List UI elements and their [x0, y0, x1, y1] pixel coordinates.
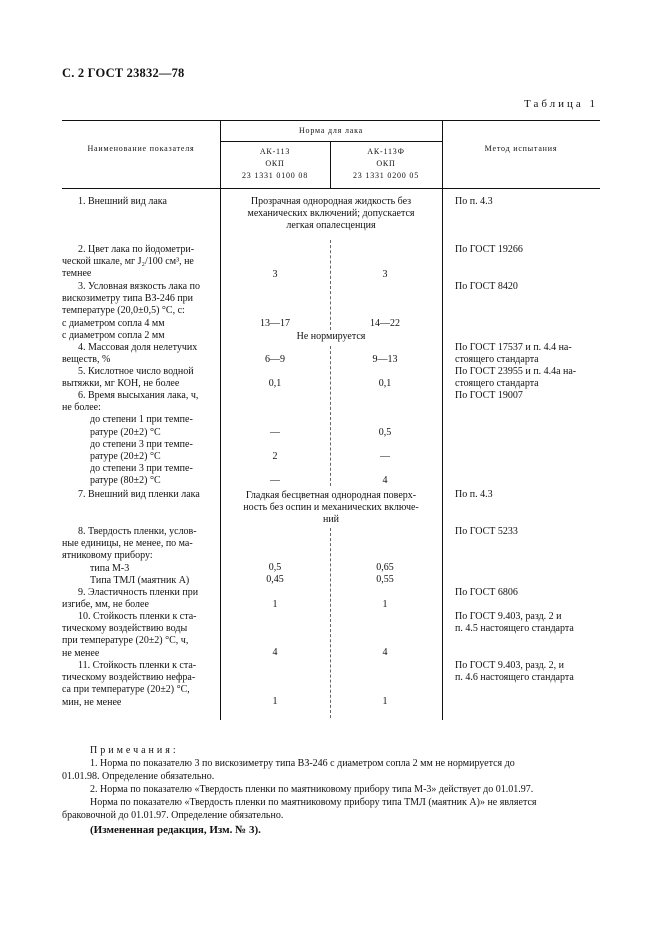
col-ak113f-header [330, 146, 442, 182]
note-1: 1. Норма по показателю 3 по вискозиметру типа ВЗ-246 с диаметром сопла 2 мм не нормируется до [90, 758, 515, 769]
row11-name-line: са при температуре (20±2) °С, [62, 684, 190, 696]
row10-ak113f-value: 4 [382, 647, 388, 658]
row3-name [62, 281, 200, 342]
row5-method-line: стоящего стандарта [455, 378, 539, 390]
row5-ak113f-value: 0,1 [378, 378, 392, 389]
row6-name-line: до степени 1 при темпе- [90, 414, 193, 426]
header-bottom-rule [62, 188, 600, 189]
row5-method [455, 366, 576, 390]
row1-merged-line: Прозрачная однородная жидкость без [250, 196, 412, 207]
row11-method [455, 660, 574, 684]
row6-name-line: ратуре (80±2) °С [90, 475, 161, 487]
row2-ak113-value: 3 [272, 269, 278, 280]
column-rule-right [442, 120, 443, 720]
row5-name [62, 366, 194, 390]
row4-method-line: По ГОСТ 17537 и п. 4.4 на- [455, 342, 572, 353]
value-divider-2 [330, 346, 331, 486]
row3-name-line: 3. Условная вязкость лака по [78, 281, 200, 292]
note-3: Норма по показателю «Твердость пленки по маятниковому прибору типа ТМЛ (маятник А)» не является [90, 797, 537, 808]
row8-name-line: типа М-3 [90, 562, 130, 574]
row4-name-line: 4. Массовая доля нелетучих [78, 342, 198, 353]
row8-tml-ak113: 0,45 [266, 574, 284, 585]
row10-method-line: По ГОСТ 9.403, разд. 2 и [455, 611, 562, 622]
col-norm-header: Норма для лака [298, 126, 364, 135]
row4-method [455, 342, 572, 366]
ak113f-name: АК-113Ф [367, 147, 405, 156]
row6-method: По ГОСТ 19007 [455, 390, 523, 401]
row6-deg3-20-ak113f: — [380, 451, 390, 462]
row8-m3-ak113f: 0,65 [376, 562, 394, 573]
row10-name [62, 611, 197, 660]
row4-name-line: веществ, % [62, 354, 111, 366]
note-2: 2. Норма по показателю «Твердость пленки по маятниковому прибору типа М-3» действует до 01.01.97. [90, 784, 534, 795]
row8-method: По ГОСТ 5233 [455, 526, 518, 537]
row8-name-line: 8. Твердость пленки, услов- [78, 526, 197, 537]
row7-merged-value [220, 490, 442, 527]
row11-method-line: п. 4.6 настоящего стандарта [455, 672, 574, 684]
row3-merged-value: Не нормируется [296, 331, 366, 342]
row2-name [62, 244, 194, 281]
row6-deg1-ak113: — [270, 427, 280, 438]
row3-name-line: вискозиметру типа ВЗ-246 при [62, 293, 194, 305]
page-header: С. 2 ГОСТ 23832—78 [62, 66, 185, 80]
row10-method [455, 611, 574, 635]
row11-ak113-value: 1 [272, 696, 278, 707]
row3-name-line: с диаметром сопла 4 мм [62, 317, 165, 329]
notes-title: Примечания: [90, 745, 179, 756]
row10-name-line: 10. Стойкость пленки к ста- [78, 611, 197, 622]
row3-name-line: с диаметром сопла 2 мм [62, 329, 165, 341]
ak113-code: 23 1331 0100 08 [242, 171, 308, 180]
row7-merged-line: ность без оспин и механических включе- [243, 502, 419, 514]
row5-name-line: вытяжки, мг КОН, не более [62, 378, 180, 390]
row9-name-line: 9. Эластичность пленки при [78, 587, 199, 598]
row6-name-line: ратуре (20±2) °С [90, 451, 161, 463]
row7-name: 7. Внешний вид пленки лака [78, 489, 200, 500]
row8-name [62, 526, 197, 587]
row10-name-line: при температуре (20±2) °С, ч, [62, 635, 189, 647]
row1-method: По п. 4.3 [455, 196, 493, 207]
notes-block [62, 744, 602, 837]
row11-name [62, 660, 196, 709]
row7-merged-line: ний [322, 514, 340, 526]
row6-name-line: ратуре (20±2) °С [90, 426, 161, 438]
row8-name-line: ные единицы, не менее, по ма- [62, 538, 193, 550]
row1-merged-line: легкая опалесценция [286, 220, 376, 232]
row3-ak113f-value: 14—22 [370, 318, 400, 329]
row6-name-line: до степени 3 при темпе- [90, 463, 193, 475]
note-1-cont: 01.01.98. Определение обязательно. [62, 771, 215, 782]
row5-ak113-value: 0,1 [268, 378, 282, 389]
row6-deg3-20-ak113: 2 [272, 451, 278, 462]
row11-name-line: мин, не менее [62, 696, 122, 708]
row5-method-line: По ГОСТ 23955 и п. 4.4а на- [455, 366, 577, 377]
row4-name [62, 342, 197, 366]
row8-tml-ak113f: 0,55 [376, 574, 394, 585]
row10-method-line: п. 4.5 настоящего стандарта [455, 623, 574, 635]
row8-name-line: Типа ТМЛ (маятник А) [90, 574, 190, 586]
row9-ak113f-value: 1 [382, 599, 388, 610]
row6-deg3-80-ak113: — [270, 475, 280, 486]
row6-name [62, 390, 198, 488]
row11-name-line: тическому воздействию нефра- [62, 672, 196, 684]
row10-ak113-value: 4 [272, 647, 278, 658]
ak113-name: АК-113 [259, 147, 291, 156]
row1-name: 1. Внешний вид лака [78, 196, 167, 207]
row2-method: По ГОСТ 19266 [455, 244, 523, 255]
col-indicator-header: Наименование показателя [87, 144, 195, 153]
row6-name-line: не более: [62, 402, 101, 414]
value-divider-1 [330, 240, 331, 330]
row11-name-line: 11. Стойкость пленки к ста- [78, 660, 197, 671]
note-3-cont: браковочной до 01.01.97. Определение обязательно. [62, 810, 284, 821]
row7-merged-line: Гладкая бесцветная однородная поверх- [245, 490, 417, 501]
row2-ak113f-value: 3 [382, 269, 388, 280]
table-caption: Таблица 1 [524, 98, 599, 110]
row9-method: По ГОСТ 6806 [455, 587, 518, 598]
amendment-note: (Измененная редакция, Изм. № 3). [90, 824, 261, 836]
row11-method-line: По ГОСТ 9.403, разд. 2, и [455, 660, 565, 671]
row4-ak113f-value: 9—13 [372, 354, 398, 365]
ak113-okp: ОКП [265, 159, 285, 168]
row10-name-line: не менее [62, 647, 100, 659]
row11-ak113f-value: 1 [382, 696, 388, 707]
row3-name-line: температуре (20,0±0,5) °С, с: [62, 305, 185, 317]
ak113f-code: 23 1331 0200 05 [353, 171, 419, 180]
row8-name-line: ятниковому прибору: [62, 550, 153, 562]
row1-merged-value [220, 196, 442, 233]
row6-deg1-ak113f: 0,5 [378, 427, 392, 438]
ak113f-okp: ОКП [376, 159, 396, 168]
row2-name-line: 2. Цвет лака по йодометри- [78, 244, 195, 255]
table-top-rule [62, 120, 600, 121]
row3-method: По ГОСТ 8420 [455, 281, 518, 292]
row1-merged-line: механических включений; допускается [247, 208, 415, 220]
row2-name-line: ческой шкале, мг J₂/100 см³, не [62, 256, 194, 268]
row6-deg3-80-ak113f: 4 [382, 475, 388, 486]
row9-name [62, 587, 198, 611]
row9-ak113-value: 1 [272, 599, 278, 610]
row6-name-line: 6. Время высыхания лака, ч, [78, 390, 199, 401]
row3-ak113-value: 13—17 [260, 318, 290, 329]
row10-name-line: тическому воздействию воды [62, 623, 188, 635]
col-method-header: Метод испытания [484, 144, 558, 153]
row2-name-line: темнее [62, 268, 92, 280]
row9-name-line: изгибе, мм, не более [62, 599, 149, 611]
value-divider-3 [330, 528, 331, 718]
row4-ak113-value: 6—9 [265, 354, 285, 365]
row5-name-line: 5. Кислотное число водной [78, 366, 194, 377]
row4-method-line: стоящего стандарта [455, 354, 539, 366]
row6-name-line: до степени 3 при темпе- [90, 438, 193, 450]
row7-method: По п. 4.3 [455, 489, 493, 500]
col-ak113-header [220, 146, 330, 182]
row8-m3-ak113: 0,5 [268, 562, 282, 573]
norm-header-rule [220, 141, 442, 142]
